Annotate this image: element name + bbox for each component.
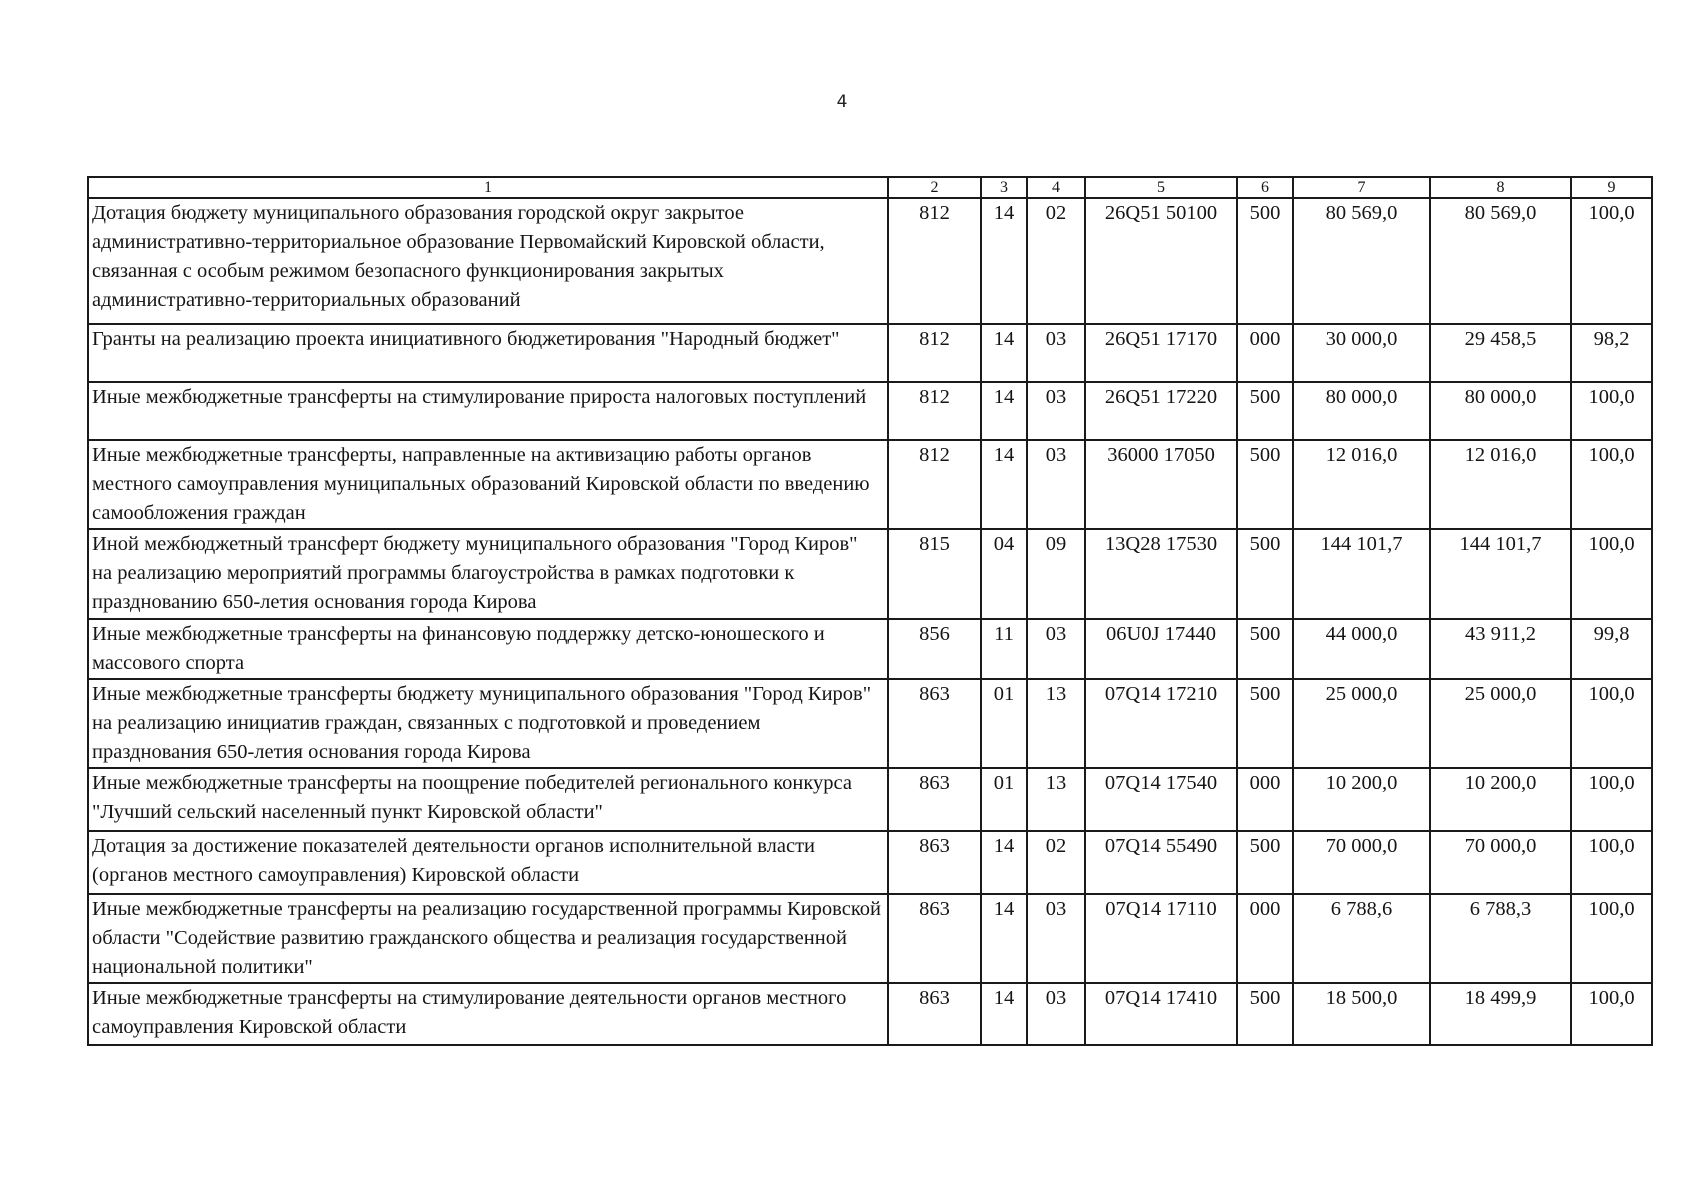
- row-name-cell: Дотация бюджету муниципального образования городской округ закрытое административно-территориальное образование Первомайский Кировской области, связанная с особым режимом безопасного функционирования закрытых административно-территориальных образований: [88, 198, 888, 324]
- row-article-cell: 07Q14 17410: [1085, 983, 1237, 1045]
- header-cell: 1: [88, 177, 888, 198]
- row-section-cell: 14: [981, 894, 1027, 983]
- row-code-cell: 863: [888, 831, 981, 894]
- row-executed-cell: 144 101,7: [1430, 529, 1571, 619]
- row-percent-cell: 98,2: [1571, 324, 1652, 382]
- table-row: [88, 619, 1652, 679]
- row-executed-cell: 6 788,3: [1430, 894, 1571, 983]
- row-planned-cell: 30 000,0: [1293, 324, 1430, 382]
- row-code-cell: 812: [888, 324, 981, 382]
- row-planned-cell: 6 788,6: [1293, 894, 1430, 983]
- row-percent-cell: 100,0: [1571, 894, 1652, 983]
- table-row: [88, 983, 1652, 1045]
- row-executed-cell: 29 458,5: [1430, 324, 1571, 382]
- row-name-cell: Иной межбюджетный трансферт бюджету муниципального образования "Город Киров" на реализацию мероприятий программы благоустройства в рамках подготовки к празднованию 650-летия основания города Кирова: [88, 529, 888, 619]
- row-section-cell: 14: [981, 440, 1027, 529]
- row-executed-cell: 80 569,0: [1430, 198, 1571, 324]
- row-percent-cell: 100,0: [1571, 382, 1652, 440]
- row-planned-cell: 70 000,0: [1293, 831, 1430, 894]
- row-article-cell: 06U0J 17440: [1085, 619, 1237, 679]
- table-row: [88, 768, 1652, 831]
- row-code-cell: 863: [888, 768, 981, 831]
- row-name-cell: Иные межбюджетные трансферты, направленные на активизацию работы органов местного самоуправления муниципальных образований Кировской области по введению самообложения граждан: [88, 440, 888, 529]
- budget-table: [87, 176, 1653, 1046]
- row-planned-cell: 25 000,0: [1293, 679, 1430, 768]
- row-article-cell: 07Q14 17210: [1085, 679, 1237, 768]
- row-code-cell: 812: [888, 382, 981, 440]
- row-section-cell: 14: [981, 831, 1027, 894]
- row-planned-cell: 10 200,0: [1293, 768, 1430, 831]
- row-subsection-cell: 13: [1027, 768, 1085, 831]
- row-subsection-cell: 09: [1027, 529, 1085, 619]
- row-planned-cell: 18 500,0: [1293, 983, 1430, 1045]
- header-cell: 7: [1293, 177, 1430, 198]
- header-cell: 2: [888, 177, 981, 198]
- row-article-cell: 07Q14 17110: [1085, 894, 1237, 983]
- row-name-cell: Дотация за достижение показателей деятельности органов исполнительной власти (органов местного самоуправления) Кировской области: [88, 831, 888, 894]
- row-subsection-cell: 02: [1027, 198, 1085, 324]
- row-percent-cell: 100,0: [1571, 440, 1652, 529]
- row-executed-cell: 18 499,9: [1430, 983, 1571, 1045]
- row-executed-cell: 25 000,0: [1430, 679, 1571, 768]
- row-section-cell: 14: [981, 983, 1027, 1045]
- row-name-cell: Иные межбюджетные трансферты на поощрение победителей регионального конкурса "Лучший сельский населенный пункт Кировской области": [88, 768, 888, 831]
- row-article-cell: 36000 17050: [1085, 440, 1237, 529]
- row-planned-cell: 12 016,0: [1293, 440, 1430, 529]
- row-subsection-cell: 03: [1027, 382, 1085, 440]
- row-section-cell: 01: [981, 679, 1027, 768]
- table-row: [88, 831, 1652, 894]
- row-executed-cell: 12 016,0: [1430, 440, 1571, 529]
- table-row: [88, 198, 1652, 324]
- row-percent-cell: 100,0: [1571, 983, 1652, 1045]
- row-code-cell: 863: [888, 983, 981, 1045]
- table-row: [88, 679, 1652, 768]
- row-executed-cell: 70 000,0: [1430, 831, 1571, 894]
- table-header-row: [88, 177, 1652, 198]
- row-executed-cell: 43 911,2: [1430, 619, 1571, 679]
- row-subsection-cell: 03: [1027, 983, 1085, 1045]
- row-article-cell: 07Q14 55490: [1085, 831, 1237, 894]
- row-name-cell: Иные межбюджетные трансферты бюджету муниципального образования "Город Киров" на реализацию инициатив граждан, связанных с подготовкой и проведением празднования 650-летия основания города Кирова: [88, 679, 888, 768]
- row-expense-type-cell: 500: [1237, 529, 1293, 619]
- header-cell: 4: [1027, 177, 1085, 198]
- row-planned-cell: 144 101,7: [1293, 529, 1430, 619]
- row-name-cell: Иные межбюджетные трансферты на стимулирование деятельности органов местного самоуправления Кировской области: [88, 983, 888, 1045]
- row-code-cell: 812: [888, 198, 981, 324]
- row-percent-cell: 100,0: [1571, 679, 1652, 768]
- row-section-cell: 01: [981, 768, 1027, 831]
- row-expense-type-cell: 500: [1237, 983, 1293, 1045]
- row-code-cell: 815: [888, 529, 981, 619]
- table-row: [88, 382, 1652, 440]
- header-cell: 5: [1085, 177, 1237, 198]
- row-planned-cell: 80 000,0: [1293, 382, 1430, 440]
- row-name-cell: Иные межбюджетные трансферты на реализацию государственной программы Кировской области "Содействие развитию гражданского общества и реализация государственной национальной политики": [88, 894, 888, 983]
- header-cell: 9: [1571, 177, 1652, 198]
- row-expense-type-cell: 500: [1237, 831, 1293, 894]
- row-section-cell: 04: [981, 529, 1027, 619]
- row-subsection-cell: 03: [1027, 894, 1085, 983]
- row-expense-type-cell: 000: [1237, 768, 1293, 831]
- row-executed-cell: 80 000,0: [1430, 382, 1571, 440]
- row-expense-type-cell: 500: [1237, 440, 1293, 529]
- row-percent-cell: 100,0: [1571, 768, 1652, 831]
- row-subsection-cell: 03: [1027, 619, 1085, 679]
- row-expense-type-cell: 500: [1237, 382, 1293, 440]
- row-subsection-cell: 03: [1027, 440, 1085, 529]
- row-name-cell: Гранты на реализацию проекта инициативного бюджетирования "Народный бюджет": [88, 324, 888, 382]
- table-row: [88, 324, 1652, 382]
- header-cell: 6: [1237, 177, 1293, 198]
- row-percent-cell: 100,0: [1571, 529, 1652, 619]
- header-cell: 3: [981, 177, 1027, 198]
- row-section-cell: 14: [981, 198, 1027, 324]
- table-row: [88, 440, 1652, 529]
- row-expense-type-cell: 500: [1237, 679, 1293, 768]
- row-code-cell: 863: [888, 679, 981, 768]
- row-expense-type-cell: 000: [1237, 894, 1293, 983]
- row-subsection-cell: 13: [1027, 679, 1085, 768]
- row-subsection-cell: 03: [1027, 324, 1085, 382]
- row-expense-type-cell: 000: [1237, 324, 1293, 382]
- header-cell: 8: [1430, 177, 1571, 198]
- row-article-cell: 26Q51 17170: [1085, 324, 1237, 382]
- row-percent-cell: 100,0: [1571, 198, 1652, 324]
- row-expense-type-cell: 500: [1237, 619, 1293, 679]
- row-code-cell: 856: [888, 619, 981, 679]
- table-row: [88, 894, 1652, 983]
- row-percent-cell: 99,8: [1571, 619, 1652, 679]
- row-name-cell: Иные межбюджетные трансферты на стимулирование прироста налоговых поступлений: [88, 382, 888, 440]
- row-planned-cell: 44 000,0: [1293, 619, 1430, 679]
- table-row: [88, 529, 1652, 619]
- row-section-cell: 11: [981, 619, 1027, 679]
- row-section-cell: 14: [981, 324, 1027, 382]
- row-subsection-cell: 02: [1027, 831, 1085, 894]
- row-percent-cell: 100,0: [1571, 831, 1652, 894]
- row-article-cell: 26Q51 17220: [1085, 382, 1237, 440]
- row-expense-type-cell: 500: [1237, 198, 1293, 324]
- row-section-cell: 14: [981, 382, 1027, 440]
- row-code-cell: 863: [888, 894, 981, 983]
- row-executed-cell: 10 200,0: [1430, 768, 1571, 831]
- row-article-cell: 13Q28 17530: [1085, 529, 1237, 619]
- row-name-cell: Иные межбюджетные трансферты на финансовую поддержку детско-юношеского и массового спорта: [88, 619, 888, 679]
- row-article-cell: 26Q51 50100: [1085, 198, 1237, 324]
- row-code-cell: 812: [888, 440, 981, 529]
- row-planned-cell: 80 569,0: [1293, 198, 1430, 324]
- row-article-cell: 07Q14 17540: [1085, 768, 1237, 831]
- page-number: 4: [836, 92, 848, 112]
